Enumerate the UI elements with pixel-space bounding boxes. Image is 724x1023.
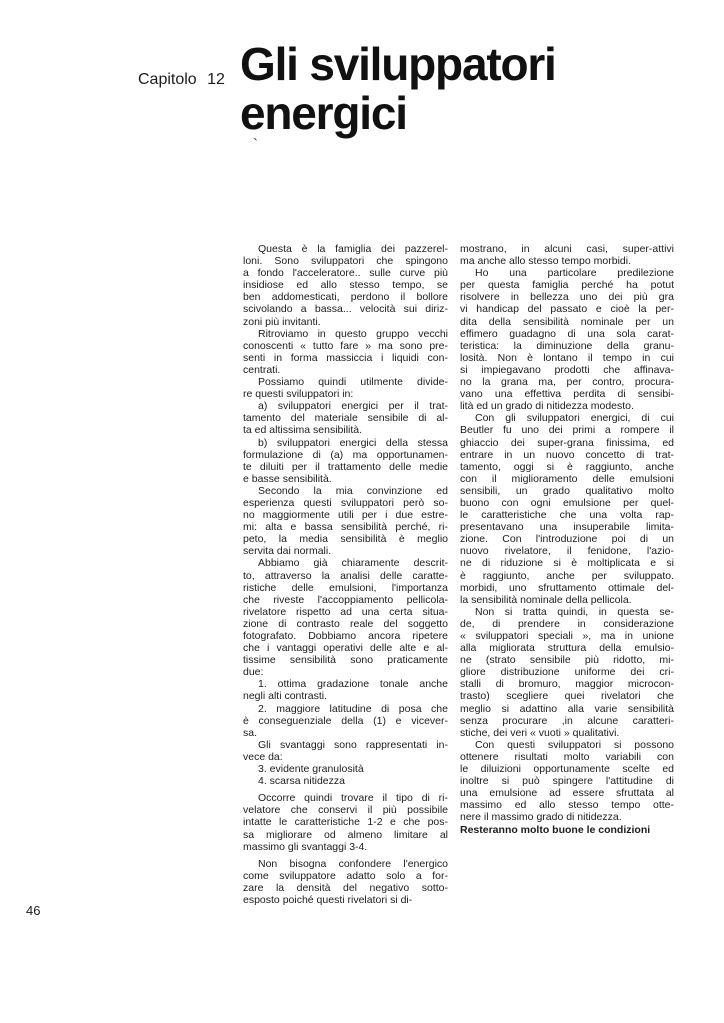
text-line: per questa famiglia perché ha potut (460, 279, 674, 292)
paragraph (243, 678, 448, 702)
text-line: stalli di bromuro, maggior microcon- (460, 678, 674, 691)
text-line: presentavano una insuperabile limita- (460, 521, 674, 534)
paragraph (460, 243, 674, 267)
text-line: ta ed altissima sensibilità. (243, 424, 363, 437)
text-line: Possiamo quindi utilmente divide- (258, 376, 448, 389)
text-line: Resteranno molto buone le condizioni (460, 823, 651, 836)
text-line: sa. (243, 726, 258, 739)
text-line: intatte le caratteristiche 1-2 e che pos- (243, 816, 448, 829)
paragraph (243, 775, 448, 787)
text-column-right (460, 243, 674, 906)
text-line: negli alti contrasti. (243, 690, 328, 703)
paragraph (460, 824, 674, 836)
text-line: Ritroviamo in questo gruppo vecchi (258, 327, 448, 340)
text-line: tamento del materiale sensibile di al- (243, 412, 448, 425)
text-line: vano una effettiva perdita di sensibi- (460, 388, 674, 401)
page-title (240, 40, 556, 138)
text-line: ma anche allo stesso tempo morbidi. (460, 255, 631, 268)
text-line: morbidi, uno sfruttamento ottimale del- (460, 581, 674, 594)
paragraph (243, 792, 448, 852)
page-title-line-1: Gli sviluppatori (240, 38, 556, 90)
text-line: effimero guadagno di una sola carat- (460, 327, 674, 340)
text-line: una emulsione ad essere sfruttata al (460, 787, 674, 800)
text-line: zione. Con l'introduzione poi di un (460, 533, 674, 546)
text-line: massimo ed allo stesso tempo otte- (460, 799, 674, 812)
text-line: 2. maggiore latitudine di posa che (258, 702, 448, 715)
text-line: zare la densità del negativo sotto- (243, 881, 448, 894)
text-line: Con gli sviluppatori energici, di cui (475, 412, 674, 425)
text-line: Ho una particolare predilezione (475, 267, 674, 280)
paragraph (243, 437, 448, 485)
text-line: trasto) scegliere quei rivelatori che (460, 690, 674, 703)
text-line: è raggiunto, anche per sviluppato. (460, 569, 674, 582)
text-line: servita dai normali. (243, 545, 332, 558)
text-line: 1. ottima gradazione tonale anche (258, 678, 448, 691)
text-line: buono con ogni emulsione per quel- (460, 496, 674, 509)
text-line: 4. scarsa nitidezza (258, 775, 345, 788)
text-line: zione di contrasto reale del soggetto (243, 617, 448, 630)
text-line: ristiche delle emulsioni, l'importanza (243, 581, 448, 594)
paragraph (243, 858, 448, 906)
text-line: Occorre quindi trovare il tipo di ri- (258, 792, 448, 805)
text-line: senza procurare ,in alcune caratteri- (460, 714, 674, 727)
page-number: 46 (26, 903, 41, 918)
text-line: le diluizioni opportunamente scelte ed (460, 763, 674, 776)
text-line: alla migliorata struttura della emulsio- (460, 642, 674, 655)
text-line: teristica: la diminuzione della granu- (460, 339, 674, 352)
text-line: inoltre si può spingere l'attitudine di (460, 775, 674, 788)
text-line: sa migliorare od almeno limitare al (243, 828, 448, 841)
text-line: b) sviluppatori energici della stessa (258, 436, 448, 449)
text-line: insidiose ed allo stesso tempo, se (243, 279, 448, 292)
text-line: che riveste l'accoppiamento pellicola- (243, 593, 448, 606)
text-line: rivelatore rispetto ad una certa situa- (243, 605, 448, 618)
paragraph (243, 400, 448, 436)
text-line: la sensibilità nominale della pellicola. (460, 593, 632, 606)
text-line: nuovo rivelatore, il fenidone, l'azio- (460, 545, 674, 558)
text-line: vi handicap del passato e cioè la per- (460, 303, 674, 316)
text-line: meglio si adattino alla varie sensibilità (460, 702, 674, 715)
text-line: formulazione di (a) ma opportunamen- (243, 448, 448, 461)
text-line: conoscenti « tutto fare » ma sono pre- (243, 339, 448, 352)
text-line: e basse sensibilità. (243, 472, 332, 485)
text-line: zoni più invitanti. (243, 315, 321, 328)
text-columns (243, 243, 674, 906)
paragraph (243, 376, 448, 400)
text-line: dita della sensibilità nominale per un (460, 315, 674, 328)
text-line: centrati. (243, 363, 281, 376)
chapter-label: Capitolo 12 (138, 71, 225, 88)
text-line: Non bisogna confondere l'energico (258, 857, 448, 870)
text-line: senti in forma massiccia i liquidi con- (243, 351, 448, 364)
text-line: re questi sviluppatori in: (243, 388, 354, 401)
text-line: massimo gli svantaggi 3-4. (243, 840, 368, 853)
text-line: sensibili, un grado qualitativo molto (460, 484, 674, 497)
text-line: è conseguenziale della (1) e vicever- (243, 714, 448, 727)
text-line: Non si tratta quindi, in questa se- (475, 605, 674, 618)
text-line: ghiaccio dei super-grana finissima, ed (460, 436, 674, 449)
text-line: losità. Non è lontano il tempo in cui (460, 351, 674, 364)
text-line: esposto poiché questi rivelatori si di- (243, 893, 413, 906)
text-line: no maggiormente utili per i due estre- (243, 509, 448, 522)
text-line: no la grana ma, per contro, procura- (460, 376, 674, 389)
text-line: ne di riduzione si è moltiplicata e si (460, 557, 674, 570)
text-line: tamento, oggi si è raggiunto, anche (460, 460, 674, 473)
text-line: che i vantaggi operativi delle alte e al- (243, 642, 448, 655)
text-line: come sviluppatore adatto solo a for- (243, 869, 448, 882)
text-line: vece da: (243, 750, 283, 763)
text-line: si impiegavano prodotti che affinava- (460, 363, 674, 376)
text-line: mi: alta e bassa sensibilità perché, ri- (243, 521, 448, 534)
text-line: Secondo la mia convinzione ed (258, 484, 448, 497)
text-line: to, attraverso la analisi delle caratte- (243, 569, 448, 582)
text-line: loni. Sono sviluppatori che spingono (243, 255, 448, 268)
text-line: a fondo l'acceleratore.. sulle curve più (243, 267, 448, 280)
text-line: esperienza questi sviluppatori però so- (243, 496, 448, 509)
text-line: ben addomesticati, perdono il bollore (243, 291, 448, 304)
text-line: Con questi sviluppatori si possono (475, 738, 674, 751)
paragraph (243, 739, 448, 763)
text-line: entrare in un nuovo concetto di trat- (460, 448, 674, 461)
text-line: Abbiamo già chiaramente descrit- (258, 557, 448, 570)
paragraph (460, 267, 674, 412)
paragraph (243, 763, 448, 775)
text-column-left (243, 243, 448, 906)
text-line: le caratteristiche che una volta rap- (460, 509, 674, 522)
text-line: due: (243, 666, 264, 679)
text-line: Beutler fu uno dei primi a rompere il (460, 424, 674, 437)
text-line: te diluiti per il trattamento delle medie (243, 460, 448, 473)
text-line: stiche, dei veri « vuoti » qualitativi. (460, 726, 620, 739)
text-line: ne (strato sensibile più ridotto, mi- (460, 654, 674, 667)
text-line: « sviluppatori speciali », ma in unione (460, 630, 674, 642)
text-line: gliore distribuzione uniforme dei cri- (460, 666, 674, 679)
text-line: Questa è la famiglia dei pazzerel- (258, 243, 448, 255)
paragraph (243, 243, 448, 328)
paragraph (460, 412, 674, 606)
paragraph (243, 557, 448, 678)
text-line: scivolando a bassa... velocità sui diriz- (243, 303, 448, 316)
text-line: ottenere risultati molto variabili con (460, 750, 674, 763)
text-line: lità ed un grado di nitidezza modesto. (460, 400, 634, 413)
text-line: risolvere in bellezza uno dei più gra (460, 291, 674, 304)
text-line: de, di prendere in considerazione (460, 617, 674, 630)
text-line: mostrano, in alcuni casi, super-attivi (460, 243, 674, 255)
page-title-line-2: energici (240, 87, 407, 139)
print-artifact-mark: ` (253, 136, 258, 153)
paragraph (460, 739, 674, 824)
paragraph (243, 703, 448, 739)
text-line: velatore che conservi il più possibile (243, 804, 448, 817)
paragraph (460, 606, 674, 739)
text-line: con il miglioramento delle emulsioni (460, 472, 674, 485)
paragraph (243, 328, 448, 376)
paragraph (243, 485, 448, 558)
text-line: nere il massimo grado di nitidezza. (460, 811, 622, 824)
text-line: Gli svantaggi sono rappresentati in- (258, 738, 448, 751)
text-line: fotografato. Dobbiamo ancora ripetere (243, 630, 448, 642)
text-line: a) sviluppatori energici per il trat- (258, 400, 448, 413)
text-line: peto, la media sensibilità è meglio (243, 533, 448, 546)
text-line: 3. evidente granulosità (258, 763, 364, 776)
text-line: tissime sensibilità sono praticamente (243, 654, 448, 667)
